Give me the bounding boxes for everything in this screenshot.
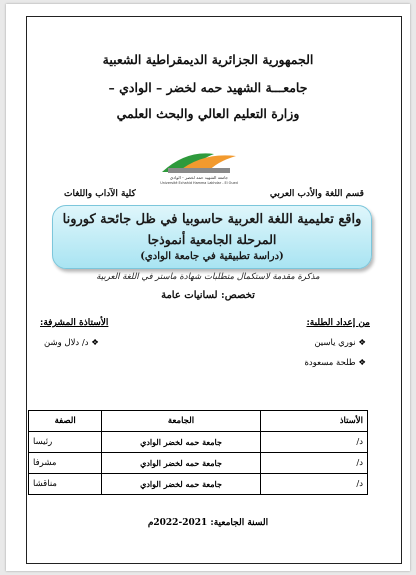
thesis-title-line1: واقع تعليمية اللغة العربية حاسوبيا في ظل جائحة كورونا (62, 212, 362, 227)
cell-university: جامعة حمه لخضر الوادي (102, 432, 260, 453)
department-label: قسم اللغة والأدب العربي (269, 189, 364, 199)
supervisor-heading: الأستاذة المشرفة: (40, 318, 109, 328)
cell-role: مناقشا (29, 474, 102, 495)
table-row (29, 453, 368, 474)
ministry-title: وزارة التعليم العالي والبحث العلمي (116, 106, 300, 121)
logo-caption-fr: Université Echahid Hamma Lakhdar - El Oued (160, 181, 238, 185)
supervisor-name: د/ دلال وشن (44, 338, 89, 348)
cell-role: رئيسا (29, 432, 102, 453)
column-header-role: الصفة (29, 411, 102, 432)
supervisor-item (44, 338, 99, 348)
table-row (29, 432, 368, 453)
student-item (314, 338, 366, 348)
cell-professor: د/ (260, 474, 367, 495)
academic-year: السنة الجامعية: 2021-2022م (147, 518, 269, 528)
student-name: نوري ياسين (314, 338, 356, 348)
bullet-icon: ❖ (88, 338, 99, 348)
cell-university: جامعة حمه لخضر الوادي (102, 474, 260, 495)
logo-bar (168, 168, 230, 173)
university-logo (156, 144, 242, 186)
republic-title: الجمهورية الجزائرية الديمقراطية الشعبية (102, 52, 314, 67)
table-header-row (29, 411, 368, 432)
university-title: جامعـــة الشهيد حمه لخضر – الوادي – (108, 80, 308, 95)
memo-text: مذكرة مقدمة لاستكمال متطلبات شهادة ماستر في اللغة العربية (96, 272, 320, 282)
cell-professor: د/ (260, 453, 367, 474)
bullet-icon: ❖ (355, 338, 366, 348)
thesis-title-box (52, 205, 372, 269)
student-item (304, 358, 366, 368)
bullet-icon: ❖ (355, 358, 366, 368)
logo-caption-ar: جامعة الشهيد حمة لخضر - الوادي (169, 175, 229, 180)
jury-table (28, 410, 368, 495)
faculty-label: كلية الآداب واللغات (64, 189, 136, 199)
specialty-text: تخصص: لسانيات عامة (161, 290, 255, 301)
students-heading: من إعداد الطلبة: (306, 318, 370, 328)
cell-university: جامعة حمه لخضر الوادي (102, 453, 260, 474)
thesis-title-line3: (دراسة تطبيقية في جامعة الوادي) (140, 251, 284, 262)
table-row (29, 474, 368, 495)
cell-role: مشرفا (29, 453, 102, 474)
student-name: طلحة مسعودة (304, 358, 356, 368)
thesis-title-line2: المرحلة الجامعية أنموذجا (147, 232, 277, 247)
document-page (6, 4, 410, 571)
column-header-university: الجامعة (102, 411, 260, 432)
cell-professor: د/ (260, 432, 367, 453)
column-header-professor: الأستاذ (260, 411, 367, 432)
